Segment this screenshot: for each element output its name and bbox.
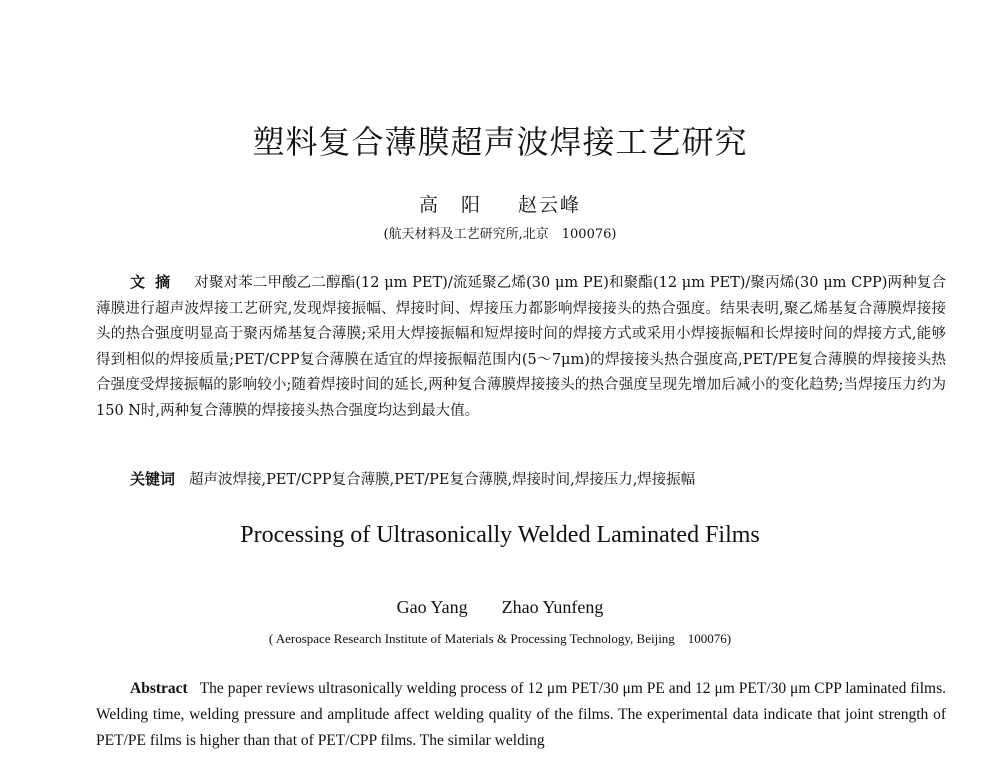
affiliation-cn: (航天材料及工艺研究所,北京 100076): [383, 227, 617, 242]
author-list-en: [0, 597, 1000, 618]
author-cn-1: 高 阳: [418, 194, 482, 216]
abstract-en: [96, 676, 946, 754]
keywords-cn: [96, 467, 946, 492]
author-en-1: Gao Yang: [396, 597, 468, 617]
keywords-cn-label: 关键词: [130, 470, 176, 488]
author-cn-2: 赵云峰: [518, 194, 582, 216]
affiliation-en: ( Aerospace Research Institute of Materials & Processing Technology, Beijing 100076): [268, 631, 732, 646]
abstract-cn-text: 对聚对苯二甲酸乙二醇酯(12 μm PET)/流延聚乙烯(30 μm PE)和聚酯(12 μm PET)/聚丙烯(30 μm CPP)两种复合薄膜进行超声波焊接工艺研究,发现焊接振幅、焊接时间、焊接压力都影响焊接接头的热合强度。结果表明,聚乙烯基复合薄膜焊接接头的热合强度明显高于聚丙烯基复合薄膜;采用大焊接振幅和短焊接时间的焊接方式或采用小焊接振幅和长焊接时间的焊接方式,能够得到相似的焊接质量;PET/CPP复合薄膜在适宜的焊接振幅范围内(5～7μm)的焊接接头热合强度高,PET/PE复合薄膜的焊接接头热合强度受焊接振幅的影响较小;随着焊接时间的延长,两种复合薄膜焊接接头的热合强度呈现先增加后减小的变化趋势;当焊接压力约为150 N时,两种复合薄膜的焊接接头热合强度均达到最大值。: [96, 275, 946, 419]
abstract-en-text: The paper reviews ultrasonically welding process of 12 μm PET/30 μm PE and 12 μm PET/30 μm CPP laminated films. Welding time, welding pressure and amplitude affect welding quality of the films. The experimental data indicate that joint strength of PET/PE films is higher than that of PET/CPP films. The similar welding: [96, 680, 946, 749]
abstract-cn: [96, 270, 946, 424]
author-en-2: Zhao Yunfeng: [501, 597, 604, 617]
abstract-cn-label: 文摘: [130, 273, 181, 291]
keywords-cn-text: 超声波焊接,PET/CPP复合薄膜,PET/PE复合薄膜,焊接时间,焊接压力,焊接振幅: [189, 472, 696, 488]
author-list-cn: [0, 190, 1000, 217]
abstract-en-label: Abstract: [130, 680, 188, 697]
paper-title-cn: 塑料复合薄膜超声波焊接工艺研究: [252, 123, 748, 162]
paper-title-en: Processing of Ultrasonically Welded Laminated Films: [240, 522, 760, 548]
